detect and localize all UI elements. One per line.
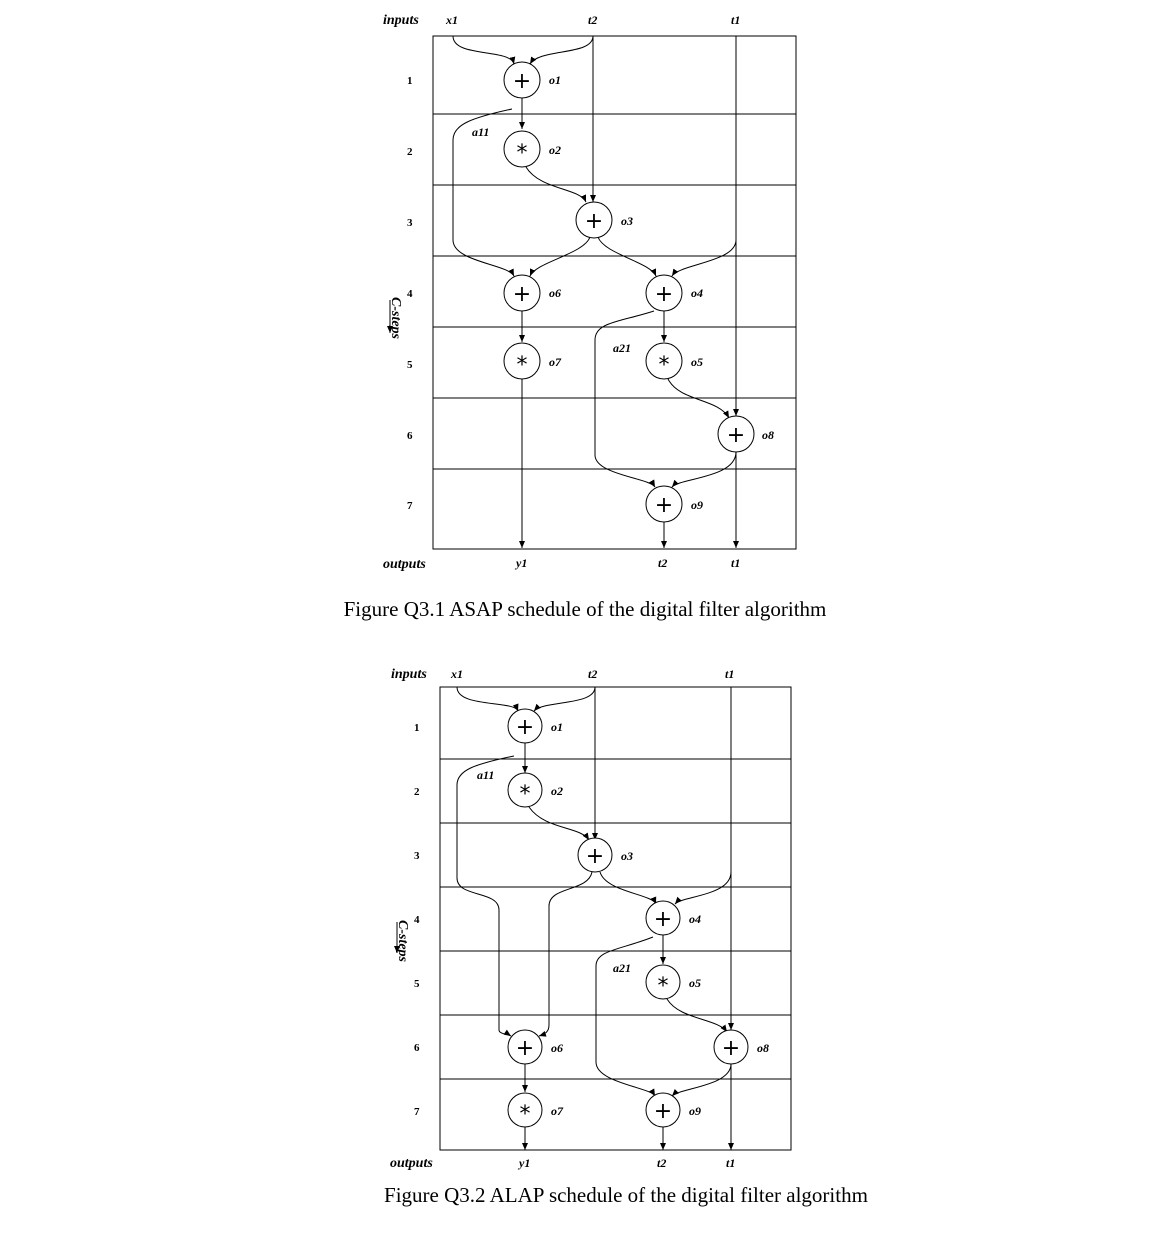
step-label: 2 [414,786,420,798]
csteps-axis-label: C-steps [388,297,403,339]
node-o3 [576,202,633,238]
node-o6 [504,275,561,311]
node-operator: + [654,493,674,518]
node-label: o5 [689,976,701,990]
node-operator: * [658,353,670,378]
node-label: o2 [551,784,563,798]
step-labels [407,75,413,512]
input-x1-label: x1 [451,667,463,681]
input-x1-label: x1 [446,13,458,27]
step-label: 3 [407,217,413,229]
node-operator: + [721,1036,741,1061]
edge-label-a21: a21 [613,961,631,975]
node-label: o1 [551,720,563,734]
step-label: 5 [414,978,420,990]
node-operator: * [657,974,669,999]
inputs-label: inputs [383,13,419,28]
node-label: o9 [689,1104,701,1118]
node-o3 [578,838,633,872]
node-label: o7 [551,1104,563,1118]
node-label: o8 [757,1041,769,1055]
node-operator: + [512,282,532,307]
node-o2 [508,773,563,807]
node-label: o2 [549,143,561,157]
inputs-label: inputs [391,667,427,682]
output-y1-label: y1 [516,556,528,570]
node-operator: + [654,282,674,307]
node-operator: + [512,69,532,94]
node-label: o4 [689,912,701,926]
edge-label-a11: a11 [477,768,495,782]
node-operator: * [516,353,528,378]
node-operator: * [519,1102,531,1127]
node-o1 [504,62,561,98]
node-label: o3 [621,849,633,863]
step-label: 2 [407,146,413,158]
node-o5 [646,343,703,379]
node-label: o4 [691,286,703,300]
step-label: 6 [407,430,413,442]
input-t2-label: t2 [588,667,598,681]
node-operator: + [653,907,673,932]
operation-nodes [508,709,769,1127]
outputs-label: outputs [390,1156,433,1171]
step-label: 7 [414,1106,420,1118]
node-operator: + [585,844,605,869]
step-label: 1 [407,75,413,87]
node-o9 [646,486,703,522]
outputs-label: outputs [383,557,426,572]
operation-nodes [504,62,774,522]
csteps-axis [388,297,403,340]
edge-label-a11: a11 [472,125,490,139]
step-labels [414,722,420,1118]
node-operator: + [515,1036,535,1061]
input-t1-label: t1 [731,13,741,27]
figure-caption: Figure Q3.1 ASAP schedule of the digital filter algorithm [343,597,827,621]
node-o5 [646,965,701,999]
csteps-axis [395,920,410,963]
node-o8 [718,416,774,452]
csteps-axis-label: C-steps [395,920,410,962]
edge-label-a21: a21 [613,341,631,355]
node-label: o5 [691,355,703,369]
node-label: o6 [551,1041,563,1055]
input-t1-label: t1 [725,667,735,681]
step-label: 6 [414,1042,420,1054]
output-t1-label: t1 [726,1156,736,1170]
output-y1-label: y1 [519,1156,531,1170]
node-o1 [508,709,563,743]
asap-schedule-diagram [344,13,827,621]
node-label: o8 [762,428,774,442]
node-operator: * [516,141,528,166]
figure-caption: Figure Q3.2 ALAP schedule of the digital filter algorithm [384,1183,868,1207]
node-operator: + [726,423,746,448]
node-o7 [504,343,562,379]
step-label: 1 [414,722,420,734]
output-t1-label: t1 [731,556,741,570]
step-label: 7 [407,500,413,512]
node-operator: + [653,1099,673,1124]
node-label: o3 [621,214,633,228]
node-o9 [646,1093,701,1127]
alap-schedule-diagram [384,667,868,1207]
node-o4 [646,901,701,935]
node-operator: * [519,782,531,807]
node-operator: + [515,715,535,740]
node-o2 [504,131,561,167]
step-label: 5 [407,359,413,371]
input-t2-label: t2 [588,13,598,27]
output-t2-label: t2 [658,556,668,570]
node-operator: + [584,209,604,234]
node-label: o1 [549,73,561,87]
node-o8 [714,1030,769,1064]
step-label: 4 [414,914,420,926]
node-o6 [508,1030,563,1064]
step-label: 3 [414,850,420,862]
step-label: 4 [407,288,413,300]
output-t2-label: t2 [657,1156,667,1170]
node-label: o7 [549,355,561,369]
node-label: o6 [549,286,561,300]
node-o7 [508,1093,564,1127]
node-label: o9 [691,498,703,512]
node-o4 [646,275,703,311]
